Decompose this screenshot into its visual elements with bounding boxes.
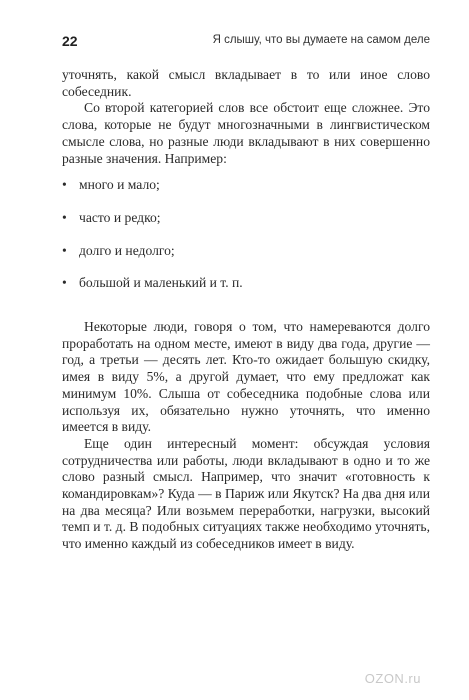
bullet-list <box>62 177 430 292</box>
bullet-icon: • <box>62 209 67 225</box>
paragraph-business-terms: Еще один интересный момент: обсуждая условия сотрудничества или работы, люди вкладывают в одно и то же слово разный смысл. Например, что значит «готовность к командировкам»? Куда — в Париж или Якутск? На два дня или на два месяца? Или возьмем переработки, нагрузки, высокий темп и т. д. В подобных ситуациях также необходимо уточнять, что именно каждый из собеседников имеет в виду. <box>62 435 430 552</box>
body-text <box>62 67 430 553</box>
list-item <box>62 177 430 194</box>
list-item-text: большой и маленький и т. п. <box>79 275 243 291</box>
paragraph-continuation: уточнять, какой смысл вкладывает в то или иное слово собеседник. <box>62 67 430 99</box>
list-item <box>62 275 430 292</box>
list-item <box>62 210 430 227</box>
list-item-text: часто и редко; <box>79 209 161 225</box>
page-number: 22 <box>62 33 78 49</box>
paragraph-examples: Некоторые люди, говоря о том, что намереваются долго проработать на одном месте, имеют в виду два года, другие — год, а третьи — десять лет. Кто-то ожидает большую скидку, имея в виду 5%, а другой думает, что ему предложат как минимум 10%. Слыша от собеседника подобные слова или используя их, обязательно нужно уточнять, что именно имеется в виду. <box>62 319 430 435</box>
page-header <box>62 33 430 49</box>
bullet-icon: • <box>62 275 67 291</box>
bullet-icon: • <box>62 242 67 258</box>
list-item-text: много и мало; <box>79 177 160 193</box>
watermark: OZON.ru <box>364 671 421 686</box>
list-item <box>62 243 430 260</box>
paragraph-second-category: Со второй категорией слов все обстоит еще сложнее. Это слова, которые не будут многозначными в лингвистическом смысле слова, но разные люди вкладывают в них совершенно разные значения. Например: <box>62 100 430 166</box>
running-title: Я слышу, что вы думаете на самом деле <box>212 34 430 46</box>
list-item-text: долго и недолго; <box>79 242 175 258</box>
bullet-icon: • <box>62 177 67 193</box>
